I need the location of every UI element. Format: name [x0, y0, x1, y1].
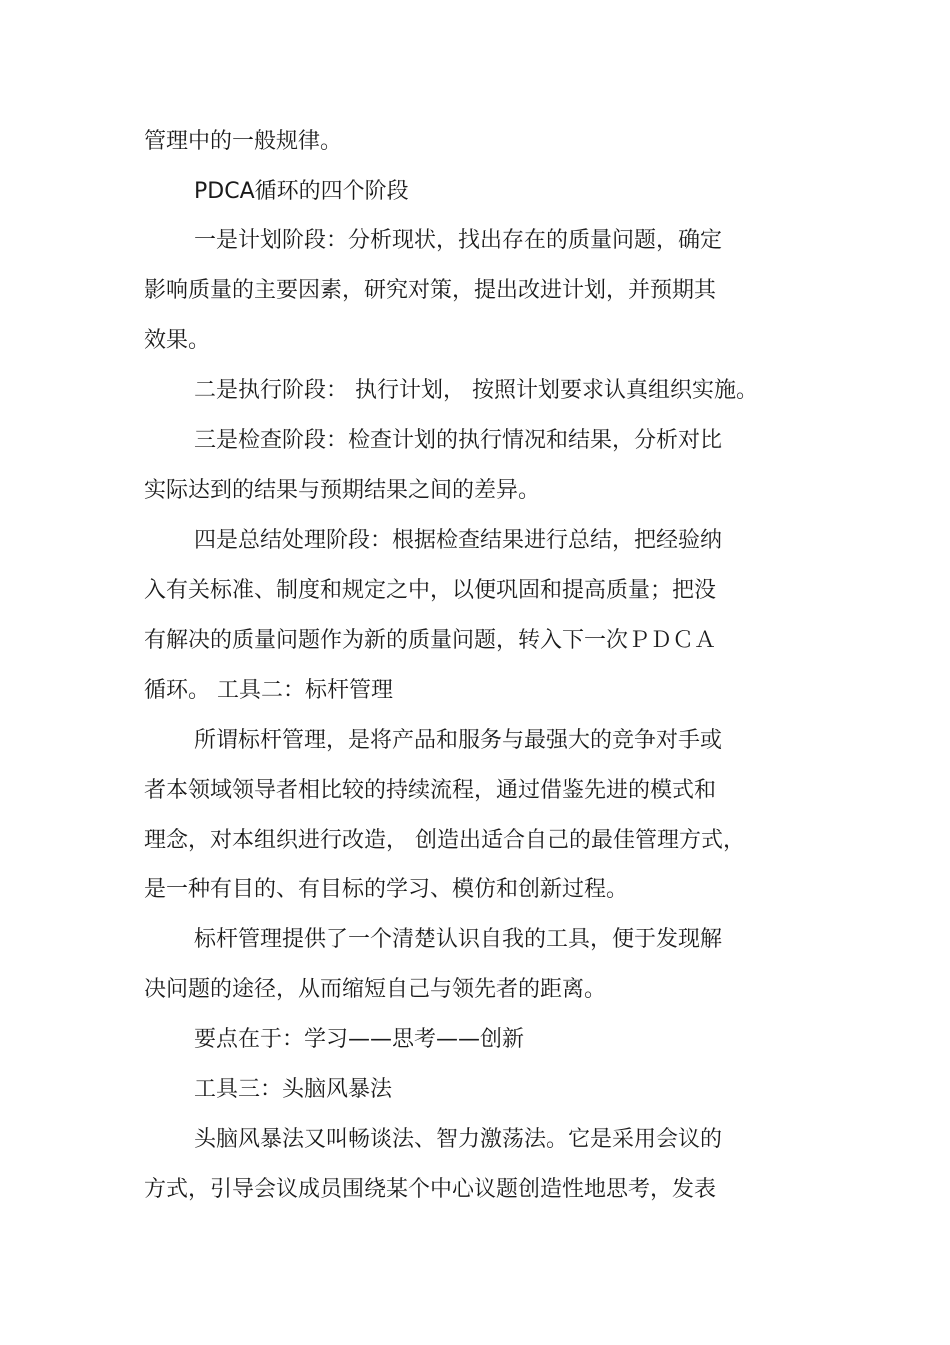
- paragraph-line: 二是执行阶段： 执行计划， 按照计划要求认真组织实施。: [194, 378, 758, 403]
- section-heading-tool-two: 循环。 工具二：标杆管理: [144, 678, 393, 703]
- paragraph-line: 影响质量的主要因素，研究对策，提出改进计划，并预期其: [144, 278, 717, 303]
- key-points-line: 要点在于：学习——思考——创新: [194, 1027, 525, 1052]
- paragraph-line: 效果。: [144, 328, 211, 353]
- paragraph-line: 三是检查阶段：检查计划的执行情况和结果，分析对比: [194, 428, 723, 453]
- section-heading-pdca: PDCA循环的四个阶段: [194, 179, 409, 204]
- paragraph-line: 一是计划阶段：分析现状，找出存在的质量问题，确定: [194, 228, 723, 253]
- paragraph-line: 入有关标准、制度和规定之中，以便巩固和提高质量；把没: [144, 578, 717, 603]
- paragraph-line: 管理中的一般规律。: [144, 129, 343, 154]
- paragraph-line: 有解决的质量问题作为新的质量问题，转入下一次ＰＤＣＡ: [144, 628, 717, 653]
- paragraph-line: 四是总结处理阶段：根据检查结果进行总结，把经验纳: [194, 528, 723, 553]
- paragraph-line: 头脑风暴法又叫畅谈法、智力激荡法。它是采用会议的: [194, 1127, 723, 1152]
- paragraph-line: 实际达到的结果与预期结果之间的差异。: [144, 478, 541, 503]
- paragraph-line: 者本领域领导者相比较的持续流程，通过借鉴先进的模式和: [144, 778, 717, 803]
- paragraph-line: 所谓标杆管理，是将产品和服务与最强大的竞争对手或: [194, 728, 723, 753]
- paragraph-line: 标杆管理提供了一个清楚认识自我的工具，便于发现解: [194, 927, 723, 952]
- section-heading-tool-three: 工具三：头脑风暴法: [194, 1077, 393, 1102]
- paragraph-line: 决问题的途径，从而缩短自己与领先者的距离。: [144, 977, 607, 1002]
- paragraph-line: 理念，对本组织进行改造， 创造出适合自己的最佳管理方式，: [144, 828, 745, 853]
- paragraph-line: 方式，引导会议成员围绕某个中心议题创造性地思考，发表: [144, 1177, 717, 1202]
- paragraph-line: 是一种有目的、有目标的学习、模仿和创新过程。: [144, 877, 629, 902]
